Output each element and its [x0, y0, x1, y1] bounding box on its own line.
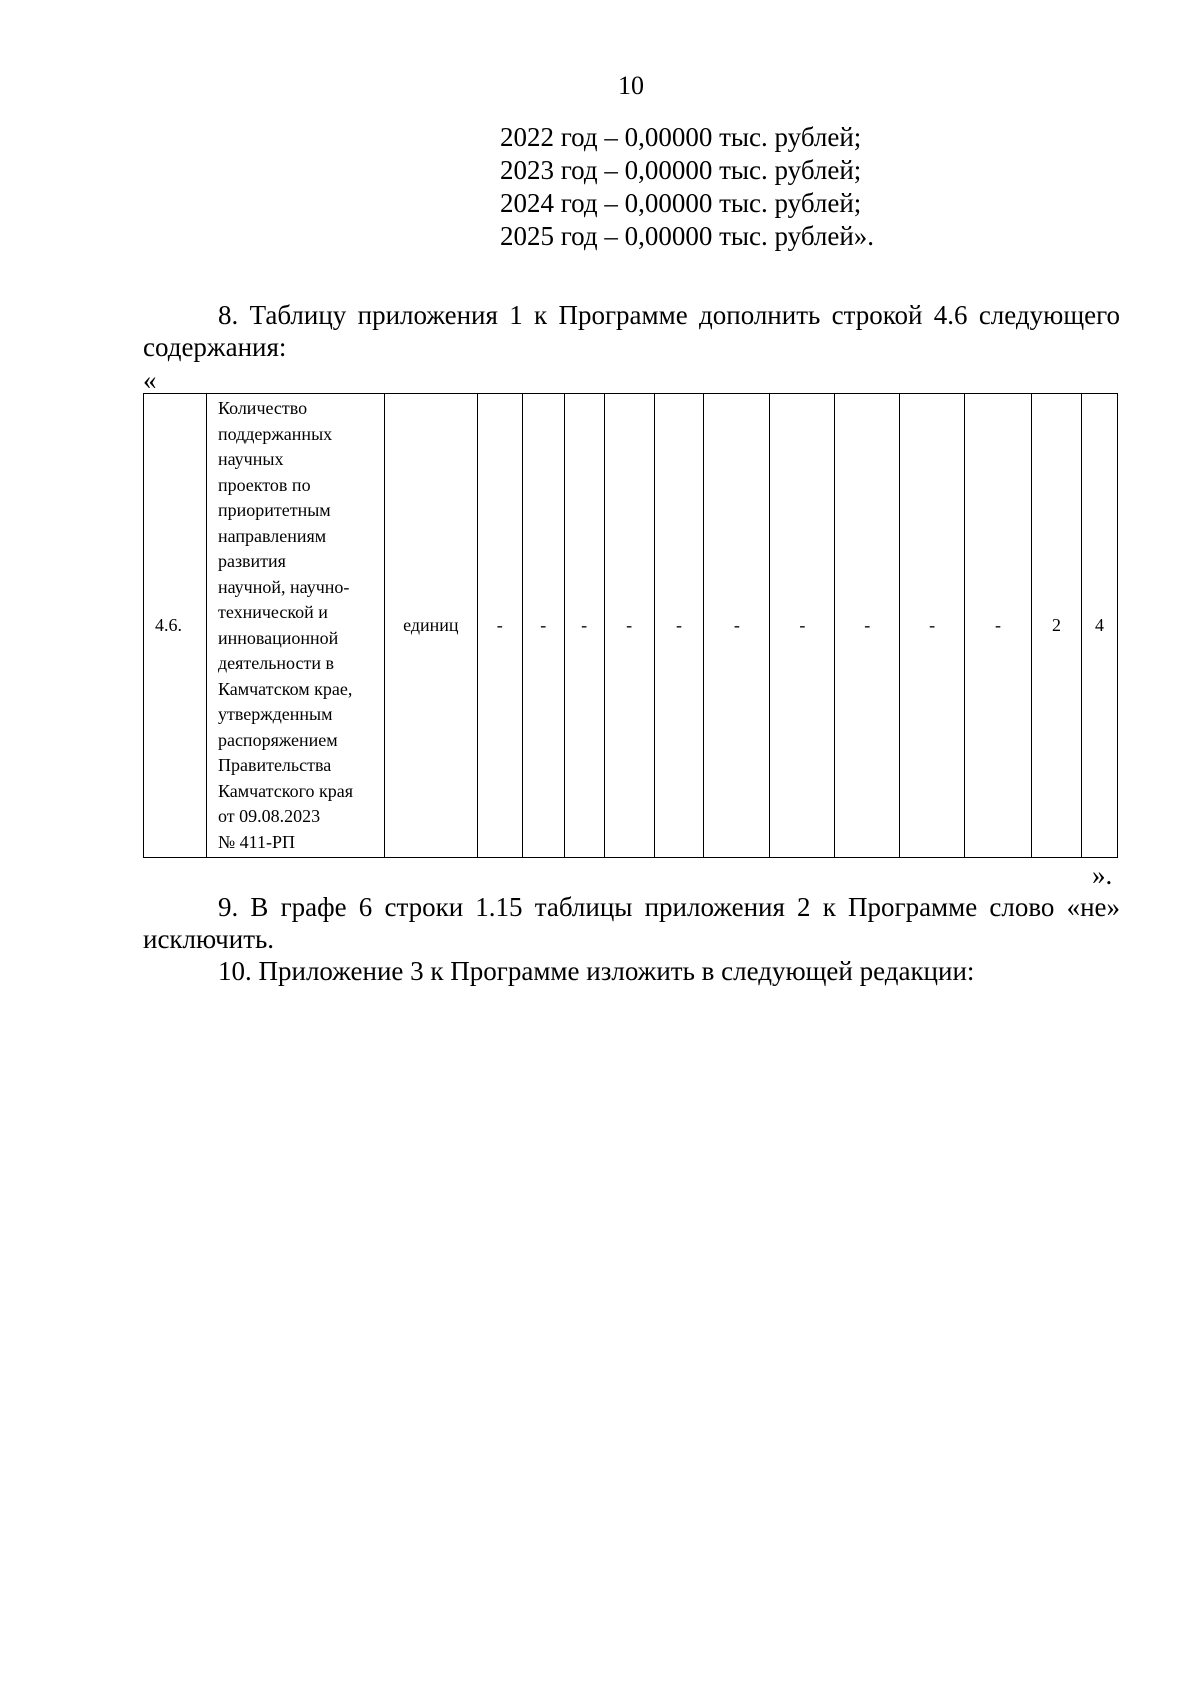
value-cell-7: - [770, 394, 835, 858]
funding-line-2024: 2024 год – 0,00000 тыс. рублей; [500, 188, 862, 218]
unit-cell: единиц [384, 394, 477, 858]
value-cell-3: - [564, 394, 604, 858]
item-8-text: 8. Таблицу приложения 1 к Программе дополнить строкой 4.6 следующего содержания: [143, 300, 1120, 362]
value-cell-8: - [835, 394, 900, 858]
value-cell-6: - [704, 394, 770, 858]
value-cell-11: 2 [1032, 394, 1082, 858]
value-cell-5: - [654, 394, 704, 858]
item-8-paragraph [143, 299, 1120, 363]
row-number-cell: 4.6. [144, 394, 207, 858]
item-9-text: 9. В графе 6 строки 1.15 таблицы приложения 2 к Программе слово «не» исключить. [143, 892, 1120, 954]
value-cell-4: - [604, 394, 654, 858]
indicator-name-cell: Количество поддержанных научных проектов по приоритетным направлениям развития научной, научно- технической и инновационной деятельности в Камчатском крае, утвержденным распоряжением Правительства Камчатского края от 09.08.2023 № 411-РП [206, 394, 384, 858]
funding-lines [500, 121, 874, 253]
funding-line-2023: 2023 год – 0,00000 тыс. рублей; [500, 155, 862, 185]
page-number: 10 [618, 71, 644, 100]
value-cell-10: - [965, 394, 1032, 858]
funding-line-2022: 2022 год – 0,00000 тыс. рублей; [500, 122, 862, 152]
item-10-paragraph [143, 955, 1120, 987]
value-cell-12: 4 [1081, 394, 1117, 858]
table-close-quote: ». [1092, 860, 1113, 890]
amendment-table [143, 393, 1118, 858]
table-row-4-6 [144, 394, 1118, 858]
table-open-quote: « [143, 365, 157, 395]
item-10-text: 10. Приложение 3 к Программе изложить в следующей редакции: [218, 956, 975, 986]
value-cell-2: - [522, 394, 564, 858]
value-cell-9: - [900, 394, 965, 858]
value-cell-1: - [477, 394, 522, 858]
item-9-paragraph [143, 891, 1120, 955]
funding-line-2025: 2025 год – 0,00000 тыс. рублей». [500, 221, 875, 251]
